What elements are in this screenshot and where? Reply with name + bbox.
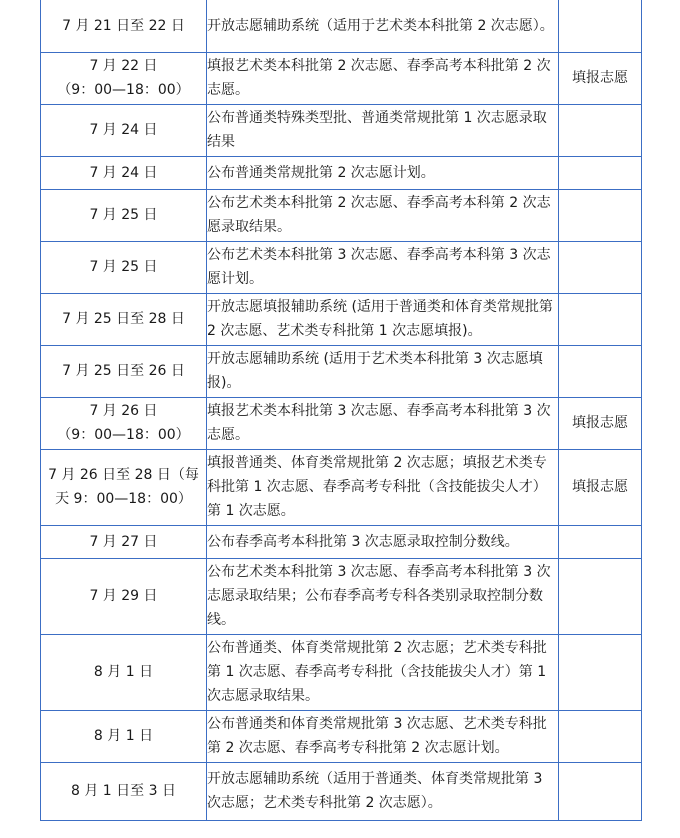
description-cell: 开放志愿辅助系统（适用于艺术类本科批第 2 次志愿）。 [207, 0, 559, 52]
description-cell: 填报艺术类本科批第 2 次志愿、春季高考本科批第 2 次志愿。 [207, 52, 559, 104]
note-cell: 填报志愿 [559, 52, 642, 104]
table-row [41, 558, 642, 634]
date-text: 7 月 25 日至 26 日 [62, 363, 185, 379]
table-row [41, 710, 642, 762]
table-row [41, 104, 642, 156]
description-cell: 公布春季高考本科批第 3 次志愿录取控制分数线。 [207, 525, 559, 558]
table-row [41, 241, 642, 293]
date-text: 天 9：00—18：00） [55, 491, 192, 507]
date-text: 7 月 29 日 [89, 588, 158, 604]
note-cell [559, 634, 642, 710]
date-text: 7 月 26 日至 28 日（每 [48, 467, 199, 483]
date-cell [41, 397, 207, 449]
date-text: 8 月 1 日 [93, 664, 154, 680]
description-cell: 公布艺术类本科批第 2 次志愿、春季高考本科第 2 次志愿录取结果。 [207, 189, 559, 241]
note-cell [559, 156, 642, 189]
date-text: 7 月 21 日至 22 日 [62, 17, 185, 34]
description-cell: 公布艺术类本科批第 3 次志愿、春季高考本科第 3 次志愿计划。 [207, 241, 559, 293]
description-cell: 填报普通类、体育类常规批第 2 次志愿；填报艺术类专科批第 1 次志愿、春季高考专科批（含技能拔尖人才）第 1 次志愿。 [207, 449, 559, 525]
description-cell: 公布普通类常规批第 2 次志愿计划。 [207, 156, 559, 189]
date-text: 7 月 25 日 [89, 207, 158, 223]
note-cell [559, 189, 642, 241]
table-row [41, 189, 642, 241]
date-cell [41, 558, 207, 634]
table-row [41, 525, 642, 558]
note-cell [559, 104, 642, 156]
table-row [41, 0, 642, 52]
note-cell [559, 345, 642, 397]
date-text: 8 月 1 日 [93, 728, 154, 744]
table-row [41, 293, 642, 345]
date-cell [41, 449, 207, 525]
date-cell [41, 0, 207, 52]
date-cell [41, 634, 207, 710]
date-cell [41, 345, 207, 397]
table-row [41, 634, 642, 710]
table-row [41, 449, 642, 525]
table-row [41, 345, 642, 397]
date-text: 7 月 24 日 [89, 164, 158, 181]
table-row [41, 52, 642, 104]
date-text: 7 月 25 日 [89, 259, 158, 275]
note-cell [559, 558, 642, 634]
date-text: （9：00—18：00） [57, 427, 190, 443]
schedule-body [41, 0, 642, 820]
date-text: 7 月 25 日至 28 日 [62, 311, 185, 327]
description-cell: 公布普通类特殊类型批、普通类常规批第 1 次志愿录取结果 [207, 104, 559, 156]
date-cell [41, 525, 207, 558]
admission-schedule-table [40, 0, 642, 821]
note-cell [559, 762, 642, 820]
date-cell [41, 189, 207, 241]
note-cell: 填报志愿 [559, 449, 642, 525]
note-cell: 填报志愿 [559, 397, 642, 449]
description-cell: 开放志愿填报辅助系统 (适用于普通类和体育类常规批第 2 次志愿、艺术类专科批第 1 次志愿填报)。 [207, 293, 559, 345]
table-row [41, 762, 642, 820]
description-cell: 公布普通类、体育类常规批第 2 次志愿；艺术类专科批第 1 次志愿、春季高考专科批（含技能拔尖人才）第 1 次志愿录取结果。 [207, 634, 559, 710]
table-row [41, 397, 642, 449]
date-cell [41, 104, 207, 156]
description-cell: 填报艺术类本科批第 3 次志愿、春季高考本科批第 3 次志愿。 [207, 397, 559, 449]
date-text: 7 月 24 日 [89, 122, 158, 138]
description-cell: 公布普通类和体育类常规批第 3 次志愿、艺术类专科批第 2 次志愿、春季高考专科批第 2 次志愿计划。 [207, 710, 559, 762]
date-cell [41, 156, 207, 189]
date-text: （9：00—18：00） [57, 82, 190, 98]
note-cell [559, 241, 642, 293]
date-cell [41, 710, 207, 762]
description-cell: 公布艺术类本科批第 3 次志愿、春季高考本科批第 3 次志愿录取结果；公布春季高考专科各类别录取控制分数线。 [207, 558, 559, 634]
date-cell [41, 241, 207, 293]
date-cell [41, 762, 207, 820]
note-cell [559, 293, 642, 345]
table-row [41, 156, 642, 189]
date-cell [41, 293, 207, 345]
description-cell: 开放志愿辅助系统 (适用于艺术类本科批第 3 次志愿填报)。 [207, 345, 559, 397]
date-text: 7 月 26 日 [89, 403, 158, 419]
date-text: 8 月 1 日至 3 日 [71, 783, 176, 799]
date-cell [41, 52, 207, 104]
description-cell: 开放志愿辅助系统（适用于普通类、体育类常规批第 3 次志愿；艺术类专科批第 2 次志愿）。 [207, 762, 559, 820]
date-text: 7 月 22 日 [89, 58, 158, 74]
note-cell [559, 525, 642, 558]
date-text: 7 月 27 日 [89, 533, 158, 550]
note-cell [559, 710, 642, 762]
note-cell [559, 0, 642, 52]
